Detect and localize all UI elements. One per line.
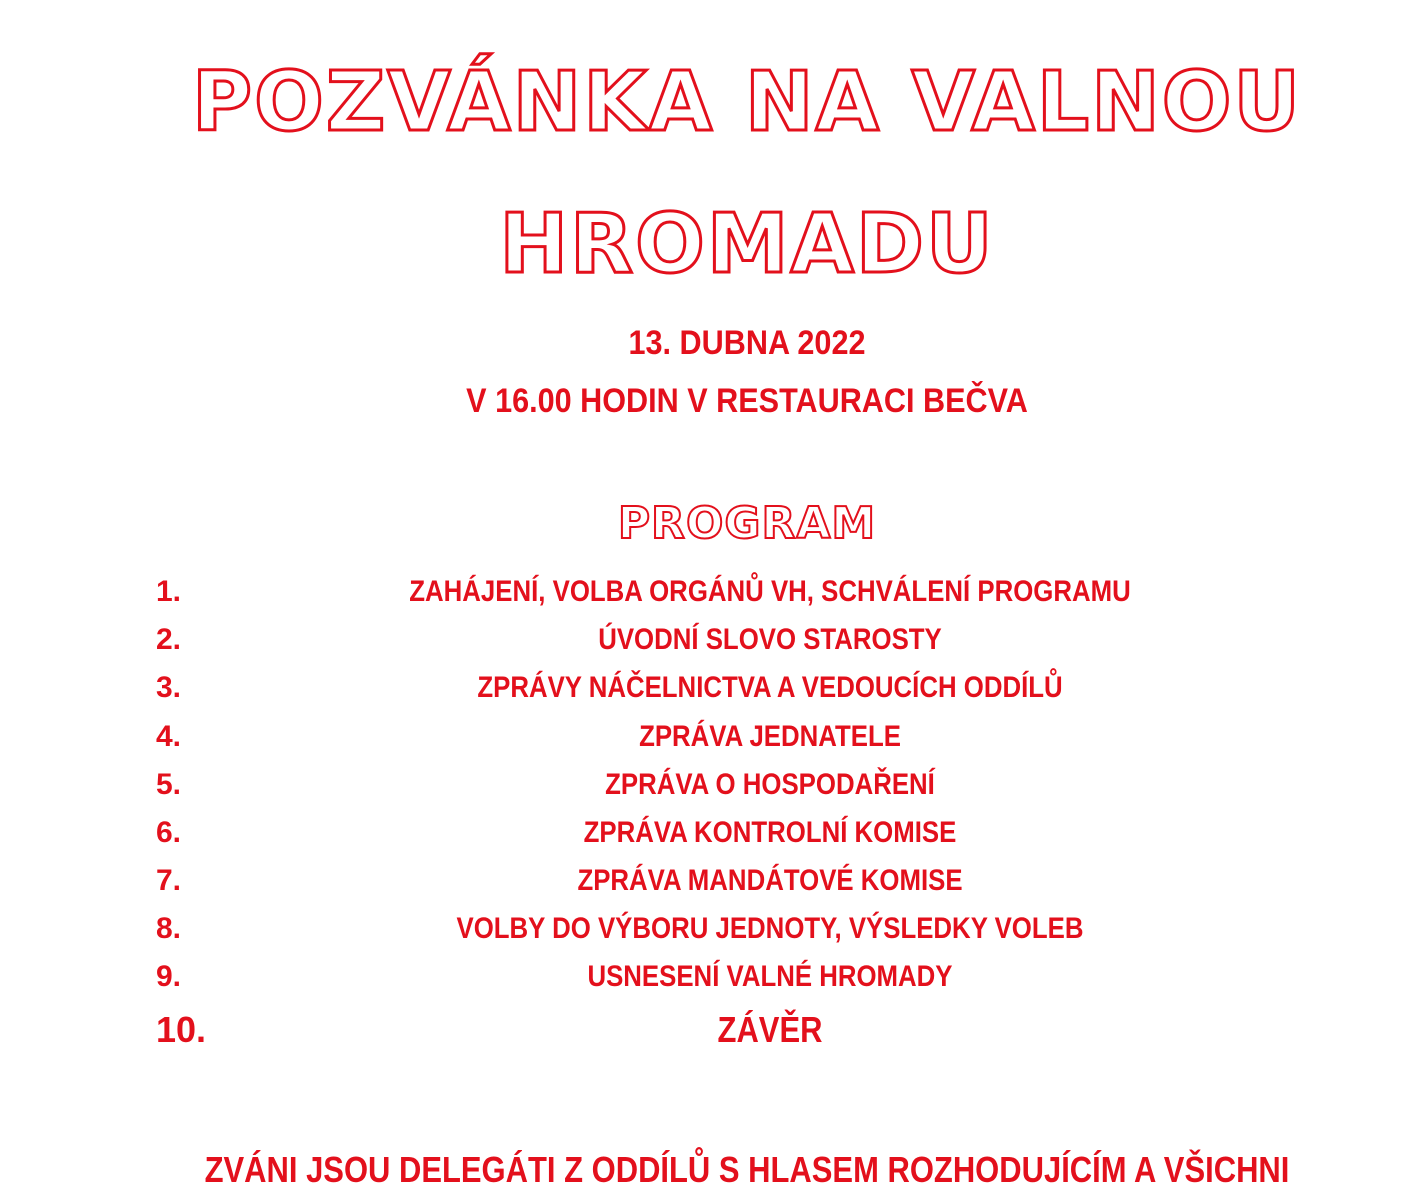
agenda-item-text: ZPRÁVA KONTROLNÍ KOMISE [583,816,957,849]
agenda-item-text: ZPRÁVY NÁČELNICTVA A VEDOUCÍCH ODDÍLŮ [477,671,1063,704]
event-date: 13. DUBNA 2022 [628,324,866,362]
agenda-item [0,1010,1414,1050]
event-time-place: V 16.00 HODIN V RESTAURACI BEČVA [466,382,1028,420]
agenda-item-text: VOLBY DO VÝBORU JEDNOTY, VÝSLEDKY VOLEB [456,912,1084,945]
agenda-item-number: 5. [156,768,182,801]
agenda-item [0,572,1414,612]
agenda-item-number: 7. [156,864,182,897]
page-title-line-1: POZVÁNKA NA VALNOU [192,55,1302,150]
agenda-item-number: 2. [156,623,182,656]
page-title-line-2: HROMADU [499,197,995,292]
agenda-item-number: 6. [156,816,182,849]
invitation-note: ZVÁNI JSOU DELEGÁTI Z ODDÍLŮ S HLASEM ROZHODUJÍCÍM A VŠICHNI [204,1149,1290,1190]
agenda-item-text: ZÁVĚR [717,1009,823,1050]
agenda-item-number: 8. [156,912,182,945]
agenda-item [0,957,1414,997]
agenda-item-text: ÚVODNÍ SLOVO STAROSTY [598,623,942,656]
agenda-item [0,861,1414,901]
agenda-item [0,668,1414,708]
agenda-item [0,620,1414,660]
agenda-item-text: ZAHÁJENÍ, VOLBA ORGÁNŮ VH, SCHVÁLENÍ PROGRAMU [409,575,1131,608]
agenda-item-number: 3. [156,671,182,704]
agenda-item-number: 10. [156,1009,207,1050]
agenda-item [0,765,1414,805]
agenda-item-text: USNESENÍ VALNÉ HROMADY [587,960,953,993]
agenda-item-number: 1. [156,575,182,608]
agenda-item-number: 4. [156,720,182,753]
agenda-item-number: 9. [156,960,182,993]
agenda-item [0,813,1414,853]
program-heading: PROGRAM [617,498,877,549]
agenda-item-text: ZPRÁVA MANDÁTOVÉ KOMISE [577,864,963,897]
agenda-item-text: ZPRÁVA JEDNATELE [639,720,901,753]
agenda-item-text: ZPRÁVA O HOSPODAŘENÍ [605,768,935,801]
agenda-item [0,717,1414,757]
agenda-item [0,909,1414,949]
